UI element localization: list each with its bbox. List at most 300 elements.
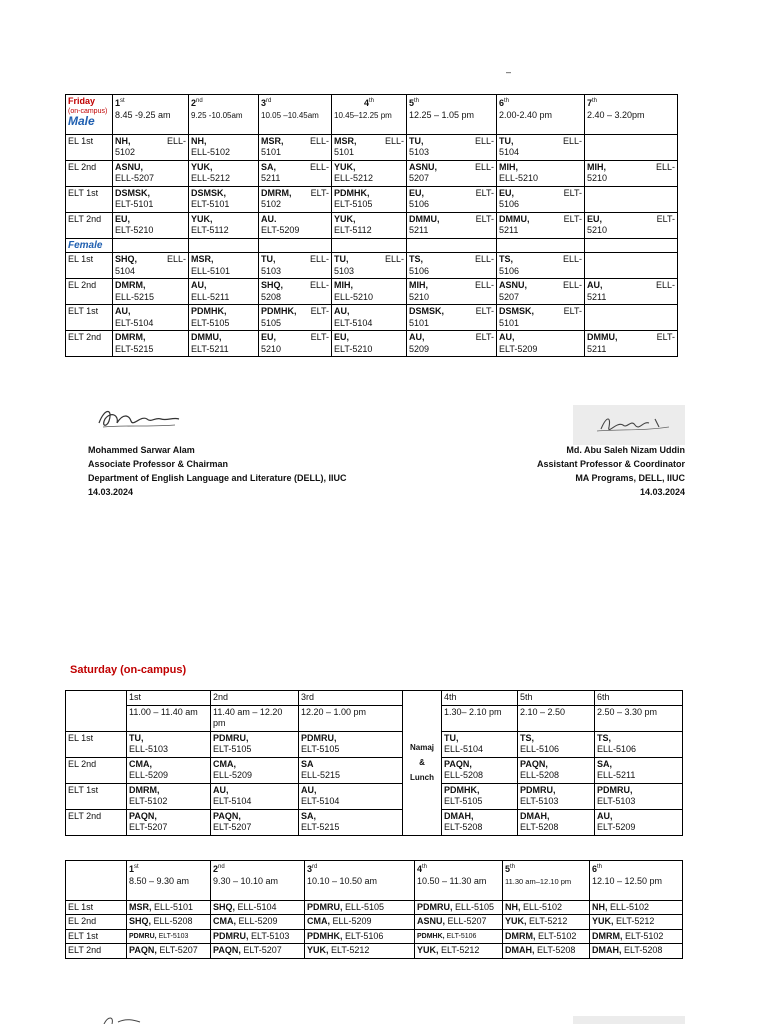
course-code: 5102 [115,147,136,157]
period-number [334,96,404,110]
period-num: 1 [129,864,135,874]
cell-line-1 [261,306,329,318]
empty-cell [189,238,259,253]
cell-line-1 [115,188,186,200]
cell-line-1 [409,214,494,226]
course-code: 5207 [409,173,430,183]
teacher-code: CMA, [213,916,236,926]
period-time: 9.30 – 10.10 am [213,875,279,886]
top-mark: – [506,67,512,77]
period-number [417,862,500,876]
course-code: ELL-5106 [520,744,560,754]
teacher-code: PDMRU, [520,784,556,795]
cell-line-1 [409,280,494,292]
corner-cell [66,691,127,732]
course-code: ELT-5212 [616,916,655,926]
spacer [261,121,329,133]
left-signatory-title: Associate Professor & Chairman [88,459,229,469]
teacher-code: DMRM, [129,784,160,795]
course-code: ELT-5103 [597,796,636,806]
schedule-cell [595,757,683,783]
schedule-cell [407,305,497,331]
course-code: ELL-5103 [129,744,169,754]
teacher-code: SA, [301,810,317,821]
period-num: 7 [587,98,593,108]
period-number [587,96,675,110]
schedule-cell [407,279,497,305]
teacher-code: ASNU, [417,916,446,926]
course-code: ELT-5210 [334,343,373,354]
cell-line-1 [499,188,582,200]
cell-line-1 [261,162,329,174]
course-code: ELL-5209 [129,770,169,780]
period-time: 8.50 – 9.30 am [129,875,190,886]
teacher-code: DSMSK, [115,187,151,198]
cell-line-1 [334,214,404,226]
schedule-cell [415,900,503,915]
course-code: ELL-5208 [444,770,484,780]
schedule-cell [503,915,590,930]
schedule-cell [189,212,259,238]
period-suffix: rd [266,98,272,104]
period-number [307,862,412,876]
schedule-cell [113,160,189,186]
course-code: ELL-5104 [237,901,277,912]
teacher-code: TU, [334,254,349,264]
period-time: 10.50 – 11.30 am [417,875,487,886]
teacher-code: YUK, [592,916,614,926]
cell-line-1 [334,254,404,266]
schedule-cell [497,160,585,186]
third-period-header [415,861,503,901]
schedule-cell [189,305,259,331]
schedule-cell [407,253,497,279]
course-code: ELT-5209 [597,822,636,832]
teacher-code: AU, [115,306,131,316]
schedule-cell [497,253,585,279]
cell-line-1 [191,254,256,266]
course-code: 5209 [409,343,430,354]
period-time: 12.10 – 12.50 pm [592,875,663,886]
schedule-cell [442,783,518,809]
cell-line-1 [115,214,186,226]
teacher-code: YUK, [334,213,356,224]
course-code: 5211 [261,173,281,183]
cell-line-1 [261,188,329,200]
friday-day-sub: (on-campus) [68,107,108,115]
period-num: 5 [505,864,511,874]
friday-female_rows-row [66,305,678,331]
teacher-code: AU, [213,784,229,795]
third-row [66,915,683,930]
teacher-code: SA, [597,758,613,769]
friday-day-cell [66,95,113,135]
course-code: ELL-5209 [332,916,372,926]
left-signatory-name: Mohammed Sarwar Alam [88,445,195,455]
period-num: 5 [409,98,415,108]
teacher-code: DMMU, [409,213,440,224]
friday-period-header [259,95,332,135]
course-code: ELT-5102 [538,930,577,941]
row-label: ELT 2nd [66,944,127,959]
teacher-code: PDMRU, [307,901,343,912]
course-code: ELT-5215 [115,343,154,354]
break-label-line: Lunch [410,773,434,783]
schedule-cell [585,160,678,186]
row-label: ELT 1st [66,305,113,331]
saturday-row [66,809,683,835]
cell-line-1 [191,306,256,318]
cell-line-1 [115,136,186,148]
teacher-code: TU, [409,135,424,146]
spacer [587,121,675,133]
schedule-cell [113,305,189,331]
saturday-period-time: 2.10 – 2.50 [518,705,595,731]
friday-female-header-row [66,238,678,253]
row-label: EL 2nd [66,160,113,186]
spacer [334,121,404,133]
schedule-cell [189,160,259,186]
teacher-code: AU, [587,280,603,290]
schedule-cell [590,915,683,930]
schedule-cell [211,915,305,930]
cell-line-1 [409,188,494,200]
friday-period-header [189,95,259,135]
schedule-cell [189,279,259,305]
schedule-cell [211,783,299,809]
teacher-code: YUK, [334,161,356,172]
teacher-code: DMAH, [444,810,474,821]
spacer [191,121,256,133]
schedule-cell [585,331,678,357]
row-label: ELT 2nd [66,331,113,357]
schedule-cell [127,809,211,835]
friday-period-header [497,95,585,135]
schedule-cell [585,134,678,160]
teacher-code: TU, [444,732,459,743]
left-signatory-block [88,443,347,499]
course-prefix: ELL- [474,161,494,172]
right-signatory-title: Assistant Professor & Coordinator [536,459,685,469]
course-prefix: ELT- [310,187,329,198]
teacher-code: PAQN, [213,810,241,821]
period-suffix: st [120,98,125,104]
schedule-cell [590,900,683,915]
female-label-cell [66,238,113,253]
third-period-header [211,861,305,901]
course-prefix: ELT- [563,306,582,316]
row-label: EL 1st [66,731,127,757]
course-code: 5103 [261,265,282,276]
cell-line-1 [409,162,494,174]
teacher-code: EU, [334,332,350,342]
teacher-code: DSMSK, [499,306,535,316]
cell-line-1 [191,188,256,200]
left-signatory-date: 14.03.2024 [88,487,134,497]
teacher-code: YUK, [307,945,329,955]
course-code: 5106 [409,265,430,276]
teacher-code: DMRM, [592,930,623,941]
friday-male-label: Male [68,113,95,128]
empty-cell [407,238,497,253]
right-signature-image [573,405,685,445]
break-label-line: Namaj [409,743,434,753]
cell-line-1 [334,188,404,200]
course-code: ELT-5105 [444,796,483,806]
teacher-code: CMA, [129,758,152,769]
teacher-code: PAQN, [129,945,157,955]
cell-line-1 [191,332,256,344]
third-period-header [305,861,415,901]
schedule-cell [211,929,305,944]
schedule-cell [113,279,189,305]
schedule-cell [332,253,407,279]
period-num: 6 [592,864,598,874]
cell-line-1 [115,306,186,318]
teacher-code: ASNU, [499,280,528,290]
teacher-code: TS, [597,732,612,743]
cell-line-1 [409,306,494,318]
course-code: ELT-5208 [444,822,483,832]
cell-line-1 [191,136,256,148]
teacher-code: PDMHK, [444,784,480,795]
schedule-cell [518,783,595,809]
teacher-code: PDMHK, [417,932,445,940]
course-code: 5103 [409,147,430,157]
saturday-period-label: 3rd [299,691,403,706]
period-num: 3 [307,864,313,874]
schedule-cell [299,783,403,809]
saturday-period-time: 2.50 – 3.30 pm [595,705,683,731]
period-suffix: th [504,98,510,104]
teacher-code: PDMRU, [301,732,337,743]
course-prefix: ELL- [384,135,404,146]
teacher-code: DSMSK, [191,187,227,198]
course-code: ELL-5207 [115,173,155,183]
teacher-code: PDMRU, [597,784,633,795]
course-code: ELL-5209 [238,916,278,926]
period-suffix: th [414,98,420,104]
schedule-cell [127,731,211,757]
course-code: 5104 [115,265,136,276]
cell-line-1 [499,254,582,266]
course-prefix: ELL- [562,135,582,146]
period-suffix: th [597,864,603,870]
period-time: 8.45 -9.25 am [115,109,171,120]
namaj-lunch-break-cell [403,691,442,836]
course-code: ELL-5105 [345,901,385,912]
teacher-code: TS, [520,732,535,743]
course-prefix: ELT- [475,332,494,342]
row-label: EL 1st [66,900,127,915]
schedule-cell [127,900,211,915]
course-code: 5210 [587,173,608,183]
row-label: EL 1st [66,253,113,279]
period-time: 10.10 – 10.50 am [307,875,378,886]
cell-line-1 [587,214,675,226]
course-prefix: ELL- [655,280,675,290]
break-label-line: & [419,758,425,768]
teacher-code: DMMU, [587,332,618,342]
schedule-cell [442,731,518,757]
friday-male_rows-row [66,186,678,212]
teacher-code: TS, [499,254,514,264]
cell-line-1 [261,254,329,266]
course-code: ELL-5102 [523,901,563,912]
period-num: 2 [213,864,219,874]
teacher-code: MSR, [129,901,152,912]
teacher-code: EU, [261,332,277,342]
teacher-code: MSR, [334,135,357,146]
cell-line-1 [334,280,404,292]
course-code: ELL-5102 [191,147,231,157]
schedule-cell [259,331,332,357]
course-code: ELT-5208 [537,945,576,955]
schedule-cell [585,253,678,279]
course-prefix: ELL- [309,135,329,146]
schedule-cell [113,253,189,279]
spacer [409,121,494,133]
spacer [307,887,412,899]
schedule-cell [497,134,585,160]
schedule-cell [407,212,497,238]
schedule-cell [189,253,259,279]
left-signatory-dept: Department of English Language and Literature (DELL), IIUC [88,473,347,483]
course-prefix: ELT- [656,213,675,224]
period-time: 12.25 – 1.05 pm [409,109,475,120]
teacher-code: YUK, [191,213,213,224]
schedule-cell [113,212,189,238]
teacher-code: MIH, [499,161,518,172]
saturday-row [66,783,683,809]
schedule-cell [407,331,497,357]
teacher-code: DMRM, [261,187,292,198]
schedule-cell [332,186,407,212]
schedule-cell [259,305,332,331]
period-time: 10.45–12.25 pm [334,110,392,120]
course-prefix: ELT- [310,332,329,342]
course-code: ELT-5104 [115,317,154,328]
schedule-cell [113,134,189,160]
schedule-cell [595,731,683,757]
teacher-code: EU, [499,187,515,198]
right-signatory-dept: MA Programs, DELL, IIUC [575,473,685,483]
third-period-header [503,861,590,901]
course-prefix: ELL- [562,254,582,264]
course-code: ELL-5102 [610,901,650,912]
course-prefix: ELT- [475,187,494,198]
teacher-code: TU, [129,732,144,743]
course-code: 5101 [499,317,520,328]
course-code: ELT-5207 [129,822,168,832]
cell-line-1 [499,306,582,318]
cell-line-1 [261,332,329,344]
schedule-cell [497,305,585,331]
course-prefix: ELT- [563,213,582,224]
teacher-code: AU. [261,213,277,224]
cell-line-1 [334,332,404,344]
course-code: 5101 [409,317,430,328]
teacher-code: YUK, [417,945,439,955]
period-time: 11.30 am–12.10 pm [505,876,572,886]
teacher-code: AU, [597,810,613,821]
teacher-code: TS, [409,254,424,264]
course-code: 5211 [409,225,429,235]
schedule-cell [189,331,259,357]
friday-routine-table [65,94,678,357]
course-code: ELT-5209 [261,225,300,235]
period-number [191,96,256,110]
teacher-code: DMMU, [499,213,530,224]
course-code: ELT-5106 [345,930,384,941]
period-time: 2.00-2.40 pm [499,109,553,120]
teacher-code: DMAH, [592,945,622,955]
course-code: ELL-5210 [499,173,539,183]
schedule-cell [332,134,407,160]
cell-line-1 [499,136,582,148]
empty-cell [113,238,189,253]
schedule-cell [590,944,683,959]
period-num: 1 [115,98,121,108]
course-code: ELL-5211 [191,291,230,302]
schedule-cell [259,160,332,186]
schedule-cell [442,757,518,783]
course-code: ELL-5211 [597,770,636,780]
course-code: 5210 [261,343,282,354]
schedule-cell [259,253,332,279]
course-code: ELT-5105 [334,199,373,209]
schedule-cell [503,900,590,915]
course-code: ELT-5105 [213,744,252,754]
course-prefix: ELL- [562,280,582,290]
schedule-cell [497,279,585,305]
schedule-cell [415,929,503,944]
spacer [417,887,500,899]
teacher-code: AU, [191,280,207,290]
teacher-code: CMA, [213,758,236,769]
schedule-cell [595,809,683,835]
teacher-code: PDMRU, [213,732,249,743]
teacher-code: NH, [592,901,608,912]
saturday-period-label: 5th [518,691,595,706]
schedule-cell [127,929,211,944]
period-number [213,862,302,876]
friday-male_rows-row [66,160,678,186]
saturday-period-label: 2nd [211,691,299,706]
course-prefix: ELL- [309,254,329,264]
schedule-cell [127,915,211,930]
third-period-header [590,861,683,901]
schedule-cell [211,809,299,835]
course-code: ELT-5209 [499,343,538,354]
cell-line-1 [261,136,329,148]
spacer [505,887,587,899]
cell-line-1 [409,332,494,344]
teacher-code: DMRM, [505,930,536,941]
period-num: 2 [191,98,197,108]
course-code: ELT-5103 [158,932,189,940]
teacher-code: MIH, [587,161,606,172]
schedule-cell [332,160,407,186]
cell-line-1 [191,214,256,226]
course-code: ELT-5106 [446,932,477,940]
cell-line-1 [409,136,494,148]
schedule-cell [127,944,211,959]
friday-female_rows-row [66,331,678,357]
course-code: ELT-5104 [213,796,252,806]
saturday-period-time: 1.30– 2.10 pm [442,705,518,731]
cell-line-1 [499,162,582,174]
